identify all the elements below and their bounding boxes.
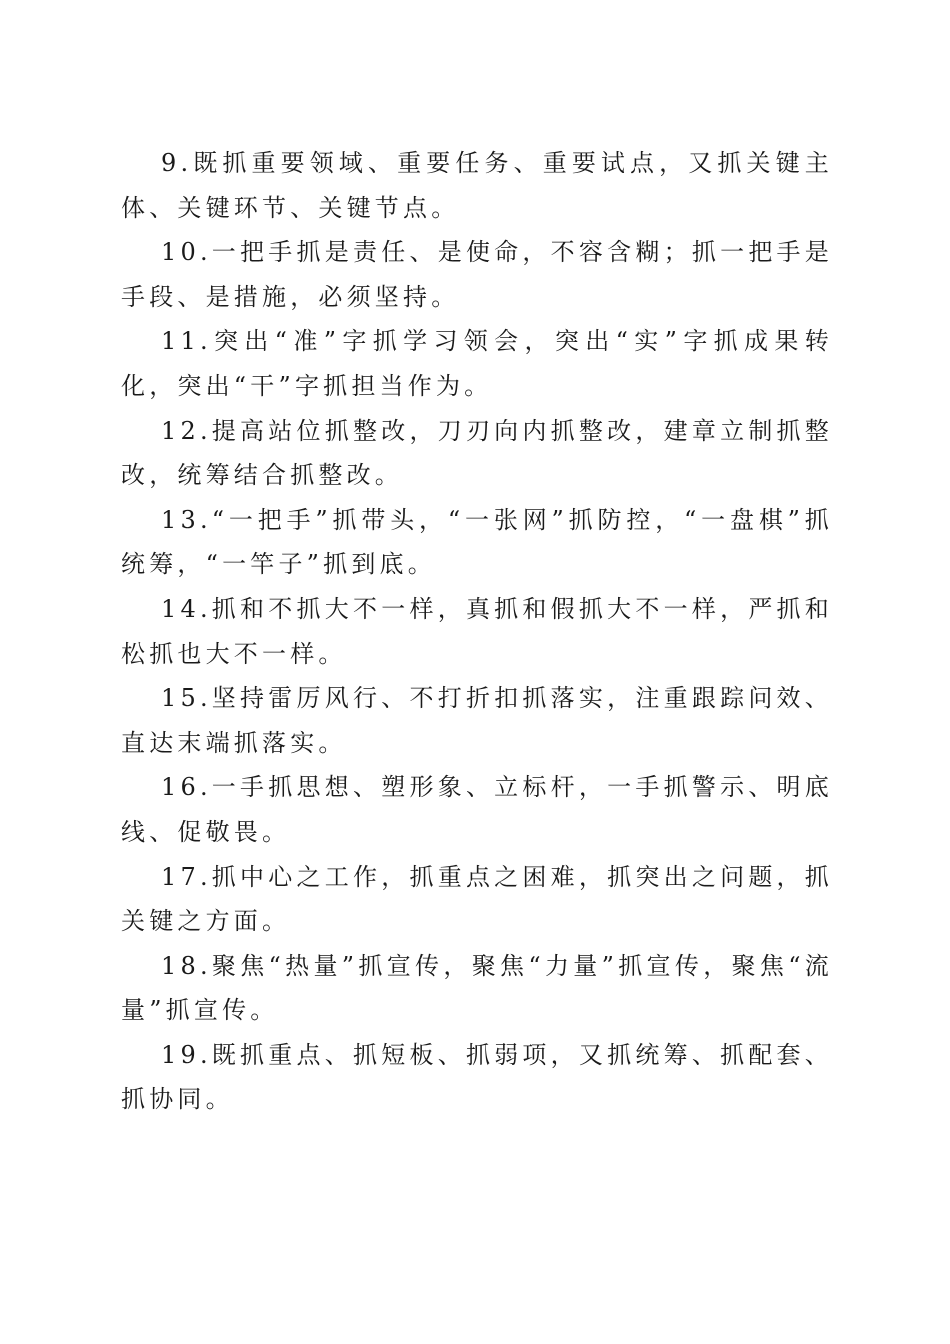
paragraph-item-18: 18.聚焦“热量”抓宣传，聚焦“力量”抓宣传，聚焦“流量”抓宣传。 <box>121 951 833 1025</box>
paragraph-item-17: 17.抓中心之工作，抓重点之困难，抓突出之问题，抓关键之方面。 <box>121 862 833 936</box>
paragraph-item-9: 9.既抓重要领域、重要任务、重要试点，又抓关键主体、关键环节、关键节点。 <box>121 149 833 222</box>
paragraph-item-15: 15.坚持雷厉风行、不打折扣抓落实，注重跟踪问效、直达末端抓落实。 <box>121 684 833 757</box>
document-body <box>121 141 833 1122</box>
paragraph-item-10: 10.一把手抓是责任、是使命，不容含糊；抓一把手是手段、是措施，必须坚持。 <box>121 238 833 311</box>
paragraph-item-16: 16.一手抓思想、塑形象、立标杆，一手抓警示、明底线、促敬畏。 <box>121 773 833 846</box>
paragraph-item-12: 12.提高站位抓整改，刀刃向内抓整改，建章立制抓整改，统筹结合抓整改。 <box>121 416 833 490</box>
paragraph-item-19: 19.既抓重点、抓短板、抓弱项，又抓统筹、抓配套、抓协同。 <box>121 1040 833 1114</box>
paragraph-item-14: 14.抓和不抓大不一样，真抓和假抓大不一样，严抓和松抓也大不一样。 <box>121 594 833 668</box>
paragraph-item-11: 11.突出“准”字抓学习领会，突出“实”字抓成果转化，突出“干”字抓担当作为。 <box>121 327 833 400</box>
paragraph-item-13: 13.“一把手”抓带头，“一张网”抓防控，“一盘棋”抓统筹，“一竿子”抓到底。 <box>121 505 833 579</box>
